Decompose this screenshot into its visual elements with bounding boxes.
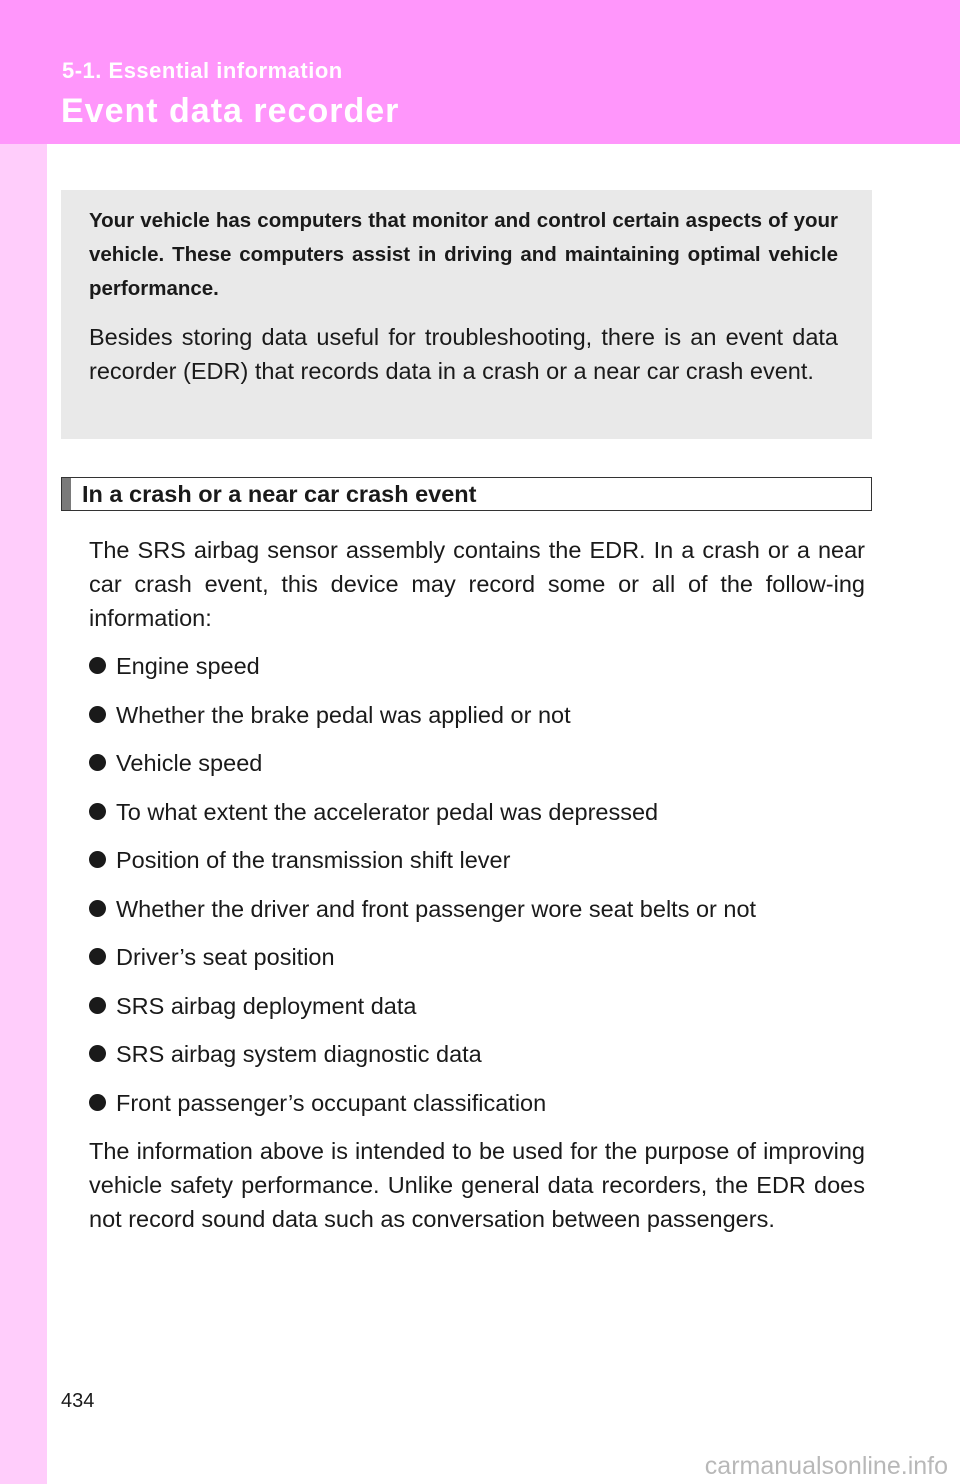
- bullet-dot-icon: [89, 1094, 106, 1111]
- page-title: Event data recorder: [61, 92, 400, 130]
- list-item: [89, 892, 865, 926]
- list-item-text: Whether the driver and front passenger wore seat belts or not: [116, 895, 757, 922]
- list-item-text: Vehicle speed: [116, 750, 263, 776]
- closing-paragraph: The information above is intended to be used for the purpose of improving vehicle safety performance. Unlike general data recorders, the EDR does not record sound data such as conversation between passengers.: [89, 1138, 865, 1232]
- list-item: [89, 649, 865, 683]
- intro-bold-text: Your vehicle has computers that monitor and control certain aspects of your vehicle. These computers assist in driving and maintaining optimal vehicle performance.: [89, 209, 838, 300]
- list-item: [89, 843, 865, 877]
- edr-description-paragraph: The SRS airbag sensor assembly contains the EDR. In a crash or a near car crash event, this device may record some or all of the follow-ing information:: [89, 537, 865, 631]
- list-item-text: Engine speed: [116, 653, 260, 679]
- section-label: 5-1. Essential information: [62, 58, 343, 83]
- site-watermark: carmanualsonline.info: [704, 1452, 948, 1480]
- bullet-dot-icon: [89, 706, 106, 723]
- list-item: [89, 989, 865, 1023]
- body-content: [89, 533, 865, 1236]
- bullet-dot-icon: [89, 900, 106, 917]
- bullet-dot-icon: [89, 754, 106, 771]
- list-item: [89, 698, 865, 732]
- intro-normal-text: Besides storing data useful for troubleshooting, there is an event data recorder (EDR) that records data in a crash or a near car crash event.: [89, 324, 838, 384]
- list-item-text: To what extent the accelerator pedal was depressed: [116, 798, 659, 825]
- list-item: [89, 795, 865, 829]
- bullet-dot-icon: [89, 1045, 106, 1062]
- subsection-marker-bar: [62, 478, 71, 510]
- list-item: [89, 746, 865, 780]
- list-item: [89, 1037, 865, 1071]
- bullet-dot-icon: [89, 851, 106, 868]
- list-item-text: Front passenger’s occupant classification: [116, 1089, 547, 1116]
- list-item: [89, 1086, 865, 1120]
- list-item: [89, 940, 865, 974]
- recorded-info-list: [89, 649, 865, 1120]
- list-item-text: Driver’s seat position: [116, 944, 335, 970]
- bullet-dot-icon: [89, 657, 106, 674]
- subsection-title: In a crash or a near car crash event: [82, 481, 477, 507]
- list-item-text: SRS airbag system diagnostic data: [116, 1041, 482, 1067]
- page-number: 434: [61, 1390, 95, 1412]
- side-margin-strip: [0, 0, 47, 1484]
- bullet-dot-icon: [89, 803, 106, 820]
- list-item-text: SRS airbag deployment data: [116, 992, 417, 1019]
- bullet-dot-icon: [89, 948, 106, 965]
- bullet-dot-icon: [89, 997, 106, 1014]
- subsection-header: [61, 477, 872, 511]
- list-item-text: Whether the brake pedal was applied or not: [116, 701, 571, 728]
- page-header: [0, 0, 960, 144]
- intro-box: [61, 190, 872, 439]
- list-item-text: Position of the transmission shift lever: [116, 847, 511, 873]
